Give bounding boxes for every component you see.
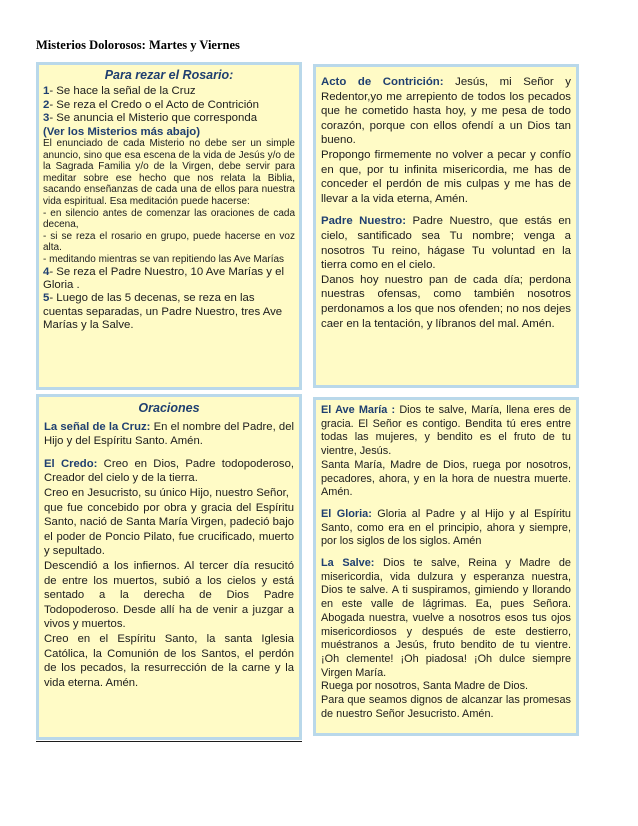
- contrition-paragraph-1: [321, 75, 571, 148]
- mysteries-note: (Ver los Misterios más abajo): [43, 125, 200, 138]
- step-4-number: 4: [43, 265, 50, 278]
- creed-paragraph-2: Creo en Jesucristo, su único Hijo, nuestro Señor,: [44, 486, 289, 499]
- glory-be-paragraph: [321, 508, 571, 549]
- prayers-box: [36, 394, 302, 740]
- sign-of-cross-text: En el nombre del Padre, del Hijo y del Espíritu Santo. Amén.: [44, 420, 294, 448]
- sign-of-cross-paragraph: [44, 420, 294, 449]
- step-5-number: 5: [43, 292, 50, 305]
- rosary-instructions-heading: Para rezar el Rosario:: [104, 68, 234, 82]
- hail-holy-queen-paragraph-1: [321, 557, 571, 680]
- lords-prayer-label: Padre Nuestro:: [321, 215, 407, 228]
- page-title: Misterios Dolorosos: Martes y Viernes: [36, 38, 240, 52]
- rosary-instructions-box: [36, 62, 302, 390]
- step-1-text: - Se hace la señal de la Cruz: [49, 85, 196, 98]
- hail-holy-queen-paragraph-3: Para que seamos dignos de alcanzar las promesas de nuestro Señor Jesucristo. Amén.: [321, 694, 571, 720]
- meditation-text: El enunciado de cada Misterio no debe ser un simple anuncio, sino que esa escena de la vida de Jesús y/o de la Sagrada Familia y/o de la Virgen, debe servir para meditar sobre ese hecho que nos relata la Biblia, sacando enseñanzas de cada una de ellos para nuestra vida espiritual. Esa meditación puede hacerse:: [43, 138, 295, 207]
- hail-mary-label: El Ave María :: [321, 404, 396, 416]
- meditation-bullet-2: - si se reza el rosario en grupo, puede hacerse en voz alta.: [43, 230, 295, 254]
- step-4-text: - Se reza el Padre Nuestro, 10 Ave Marías y el Gloria .: [43, 265, 285, 291]
- glory-be-text: Gloria al Padre y al Hijo y al Espíritu Santo, como era en el principio, ahora y siempre, por los siglos de los siglos. Amén: [321, 507, 571, 548]
- hail-holy-queen-label: La Salve:: [321, 557, 375, 570]
- meditation-bullet-1: - en silencio antes de comenzar las oraciones de cada decena,: [43, 207, 295, 231]
- step-4: [43, 266, 295, 293]
- lords-prayer-text-1: Padre Nuestro, que estás en cielo, santificado sea Tu nombre; venga a nosotros Tu reino, hágase Tu voluntad en la tierra como en el cielo.: [321, 215, 571, 272]
- step-1: [43, 85, 295, 98]
- meditation-bullet-3: - meditando mientras se van repitiendo las Ave Marías: [43, 253, 285, 265]
- hail-holy-queen-paragraph-2: Ruega por nosotros, Santa Madre de Dios.: [321, 680, 529, 693]
- lords-prayer-paragraph-1: [321, 214, 571, 272]
- creed-paragraph-3: que fue concebido por obra y gracia del Espíritu Santo, nació de Santa María Virgen, padeció bajo el poder de Poncio Pilato, fue crucificado, muerto y sepultado.: [44, 501, 294, 558]
- creed-text-1: Creo en Dios, Padre todopoderoso, Creador del cielo y de la tierra.: [44, 457, 294, 485]
- bottom-rule: [36, 741, 302, 742]
- creed-paragraph-4: Descendió a los infiernos. Al tercer día resucitó de entre los muertos, subió a los cielos y está sentado a la derecha de Dios Padre Todopoderoso. Desde allí ha de venir a juzgar a vivos y muertos.: [44, 559, 294, 631]
- hail-mary-paragraph-1: [321, 404, 571, 459]
- contrition-lords-prayer-box: [313, 64, 579, 388]
- step-3: [43, 112, 295, 125]
- step-2-number: 2: [43, 98, 50, 111]
- step-3-text: - Se anuncia el Misterio que corresponda: [49, 112, 258, 125]
- marian-prayers-box: [313, 397, 579, 736]
- creed-paragraph-1: [44, 457, 294, 486]
- step-1-number: 1: [43, 85, 50, 98]
- hail-mary-text-1: Dios te salve, María, llena eres de gracia. El Señor es contigo. Bendita tú eres entre todas las mujeres, y bendito es el fruto de tu vientre, Jesús.: [321, 404, 571, 458]
- contrition-paragraph-2: Propongo firmemente no volver a pecar y confío en que, por tu infinita misericordia, me has de conceder el perdón de mis culpas y me has de llevar a la vida eterna, Amén.: [321, 148, 571, 205]
- creed-paragraph-5: Creo en el Espíritu Santo, la santa Iglesia Católica, la Comunión de los Santos, el perdón de los pecados, la resurrección de la carne y la vida eterna. Amén.: [44, 632, 294, 689]
- glory-be-label: El Gloria:: [321, 507, 372, 520]
- step-2-text: - Se reza el Credo o el Acto de Contrición: [49, 98, 259, 111]
- prayers-heading: Oraciones: [138, 401, 200, 415]
- creed-label: El Credo:: [44, 457, 98, 470]
- contrition-text-1: Jesús, mi Señor y Redentor,yo me arrepiento de todos los pecados que he cometido hasta hoy, y me pesa de todo corazón, porque con ellos ofendí a un Dios tan bueno.: [321, 76, 571, 147]
- step-3-number: 3: [43, 112, 50, 125]
- hail-holy-queen-text-1: Dios te salve, Reina y Madre de misericordia, vida dulzura y esperanza nuestra, Dios te salve. A ti suspiramos, gimiendo y llorando en este valle de lágrimas. Ea, pues Señora. Abogada nuestra, vuelve a nosotros esos tus ojos misericordiosos y después de este destierro, muéstranos a Jesús, fruto bendito de tu vientre. ¡Oh clemente! ¡Oh piadosa! ¡Oh dulce siempre Virgen María.: [321, 557, 571, 679]
- step-2: [43, 99, 295, 112]
- step-5-text: - Luego de las 5 decenas, se reza en las cuentas separadas, un Padre Nuestro, tres Ave Marías y la Salve.: [43, 292, 283, 332]
- lords-prayer-paragraph-2: Danos hoy nuestro pan de cada día; perdona nuestras ofensas, como también nosotros perdonamos a los que nos ofenden; no nos dejes caer en la tentación, y líbranos del mal. Amén.: [321, 273, 571, 330]
- hail-mary-paragraph-2: Santa María, Madre de Dios, ruega por nosotros, pecadores, ahora, y en la hora de nuestra muerte. Amén.: [321, 458, 571, 499]
- contrition-label: Acto de Contrición:: [321, 76, 444, 88]
- sign-of-cross-label: La señal de la Cruz:: [44, 420, 151, 433]
- step-5: [43, 292, 295, 332]
